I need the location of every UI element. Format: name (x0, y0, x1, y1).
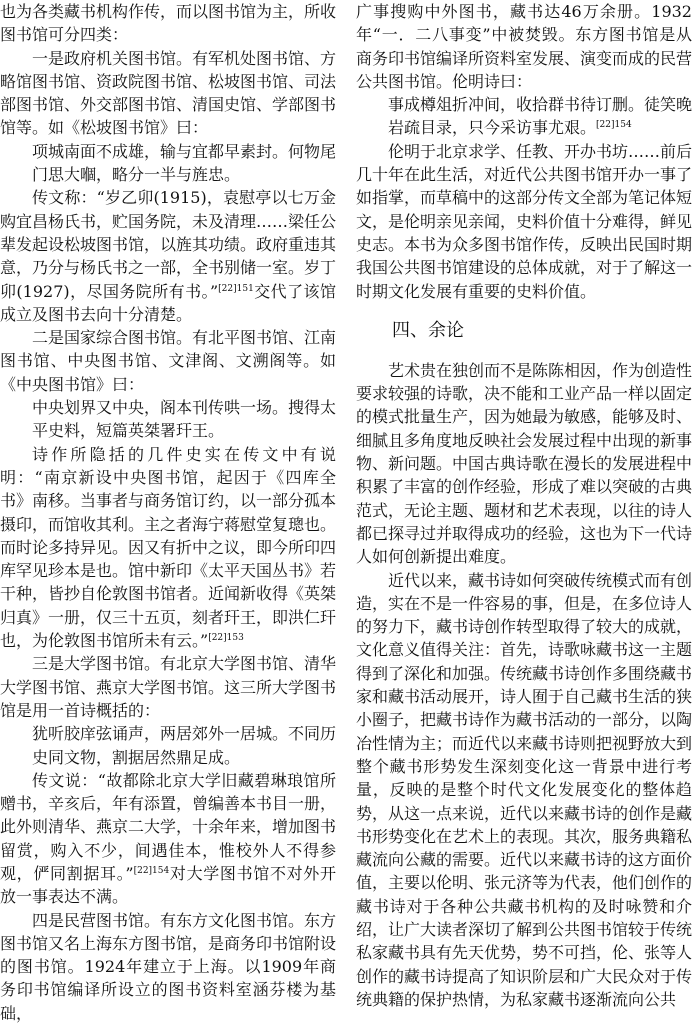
left-column (0, 0, 336, 1025)
right-column (356, 0, 692, 1011)
paragraph-tail-text: 交代了该馆成立及图书去向十分清楚。 (0, 281, 336, 324)
poem-quote (356, 93, 692, 140)
poem-quote (0, 140, 336, 187)
paragraph-text: 中央划界又中央，阁本刊传哄一场。搜得太平史料，短篇英桀署玕王。 (32, 398, 337, 441)
right-column-bottom (356, 359, 692, 1011)
paragraph-text: 四是民营图书馆。有东方文化图书馆。东方图书馆又名上海东方图书馆，是商务印书馆附设的图书馆。1924年建立于上海。以1909年商务印书馆编译所设立的图书资料室涵芬楼为基础， (0, 910, 337, 1023)
paragraph-text: 项城南面不成雄，输与宜都早素封。何物尾门思大嗰，略分一半与旌忠。 (32, 141, 337, 185)
paragraph-tail-text: 对大学图书馆不对外开放一事表达不满。 (0, 863, 336, 907)
citation-superscript: [22]154 (596, 120, 632, 131)
body-paragraph (0, 326, 336, 396)
paragraph-text: 二是国家综合图书馆。有北平图书馆、江南图书馆、中央图书馆、文津阁、文溯阁等。如《中央图书馆》曰： (0, 328, 337, 394)
citation-superscript: [22]154 (133, 865, 170, 876)
body-paragraph (0, 0, 336, 47)
paragraph-text: 事成樽俎折冲间，收拾群书待订删。徒笑晚岩疏目录，只今采访事尤艰。 (388, 95, 693, 138)
paragraph-text: 三是大学图书馆。有北京大学图书馆、清华大学图书馆、燕京大学图书馆。这三所大学图书馆是用一首诗概括的： (0, 654, 337, 720)
body-paragraph (0, 443, 336, 653)
paragraph-text: 传文称：“岁乙卯(1915)，袁慰亭以七万金购宜昌杨氏书，贮国务院，未及清理……梁任公辈发起设松坡图书馆，以旌其功绩。政府重违其意，乃分与杨氏书之一部，全书别储一室。岁丁卯(1927)，尽国务院所有书。” (0, 188, 337, 301)
poem-quote (0, 396, 336, 443)
paragraph-text: 一是政府机关图书馆。有军机处图书馆、方略馆图书馆、资政院图书馆、松坡图书馆、司法部图书馆、外交部图书馆、清国史馆、学部图书馆等。如《松坡图书馆》曰： (0, 48, 337, 138)
paragraph-text: 艺术贵在独创而不是陈陈相因，作为创造性要求较强的诗歌，决不能和工业产品一样以固定的模式批量生产，因为她最为敏感，能够及时、细腻且多角度地反映社会发展过程中出现的新事物、新问题。中国古典诗歌在漫长的发展进程中积累了丰富的创作经验，形成了难以突破的古典范式，无论主题、题材和艺术表现，以往的诗人都已探寻过并取得成功的经验，这也为下一代诗人如何创新提出难度。 (356, 360, 693, 567)
citation-superscript: [22]151 (218, 283, 254, 294)
paragraph-text: 诗作所隐括的几件史实在传文中有说明：“南京新设中央图书馆，起因于《四库全书》南移。当事者与商务馆订约，以一部分孤本摄印，而馆收其利。主之者海宁蒋慰堂复璁也。而时论多持异见。因又有折中之议，即今所印四库罕见珍本是也。馆中新印《太平天国丛书》若干种，皆抄自伦敦图书馆者。近闻新收得《英桀归真》一册，仅三十五页，刻者玕王，即洪仁玕也，为伦敦图书馆所未有云。” (0, 444, 337, 651)
body-paragraph (0, 186, 336, 326)
citation-superscript: [22]153 (208, 633, 244, 644)
body-paragraph (0, 652, 336, 722)
body-paragraph (356, 569, 692, 1012)
body-paragraph (0, 47, 336, 140)
paragraph-text: 伦明于北京求学、任教、开办书坊……前后几十年在此生活，对近代公共图书馆开办一事了如指掌，而草稿中的这部分传文全部为笔记体短文，是伦明亲见亲闻，史料价值十分难得，鲜见史志。本书为众多图书馆作传，反映出民国时期我国公共图书馆建设的总体成就，对于了解这一时期文化发展有重要的史料价值。 (356, 141, 693, 301)
paragraph-text: 也为各类藏书机构作传，而以图书馆为主，所收图书馆可分四类： (0, 2, 337, 45)
body-paragraph (0, 769, 336, 909)
body-paragraph (0, 909, 336, 1025)
section-heading: 四、余论 (392, 319, 464, 341)
right-column-top (356, 0, 692, 303)
paragraph-text: 广事搜购中外图书，藏书达46万余册。1932年“一．二八事变”中被焚毁。东方图书馆是从商务印书馆编译所资料室发展、演变而成的民营公共图书馆。伦明诗曰： (356, 2, 693, 91)
paragraph-text: 传文说：“故都除北京大学旧藏碧琳琅馆所赠书，辛亥后，年有添置，曾编善本书目一册，此外则清华、燕京二大学，十余年来，增加图书留赏，购入不少，间遇佳本，惟校外人不得参观，俨同割据耳。” (0, 770, 337, 883)
paragraph-text: 犹听胶庠弦诵声，两居郊外一居城。不同历史同文物，割据居然鼎足成。 (32, 724, 337, 767)
body-paragraph (356, 359, 692, 569)
paragraph-text: 近代以来，藏书诗如何突破传统模式而有创造，实在不是一件容易的事，但是，在多位诗人的努力下，藏书诗创作转型取得了较大的成就，文化意义值得关注：首先，诗歌咏藏书这一主题得到了深化和加强。传统藏书诗创作多围绕藏书家和藏书活动展开，诗人囿于自己藏书生活的狭小圈子，把藏书诗作为藏书活动的一部分，以陶冶性情为主；而近代以来藏书诗则把视野放大到整个藏书形势发生深刻变化这一背景中进行考量，反映的是整个时代文化发展变化的整体趋势，从这一点来说，近代以来藏书诗的创作是藏书形势变化在艺术上的表现。其次，服务典籍私藏流向公藏的需要。近代以来藏书诗的这方面价值，主要以伦明、张元济等为代表，他们创作的藏书诗对于各种公共藏书机构的及时咏赞和介绍，让广大读者深切了解到公共图书馆较于传统私家藏书具有先天优势，势不可挡，伦、张等人创作的藏书诗提高了知识阶层和广大民众对于传统典籍的保护热情，为私家藏书逐渐流向公共 (356, 570, 693, 1009)
poem-quote (0, 722, 336, 769)
body-paragraph (356, 0, 692, 93)
body-paragraph (356, 140, 692, 303)
